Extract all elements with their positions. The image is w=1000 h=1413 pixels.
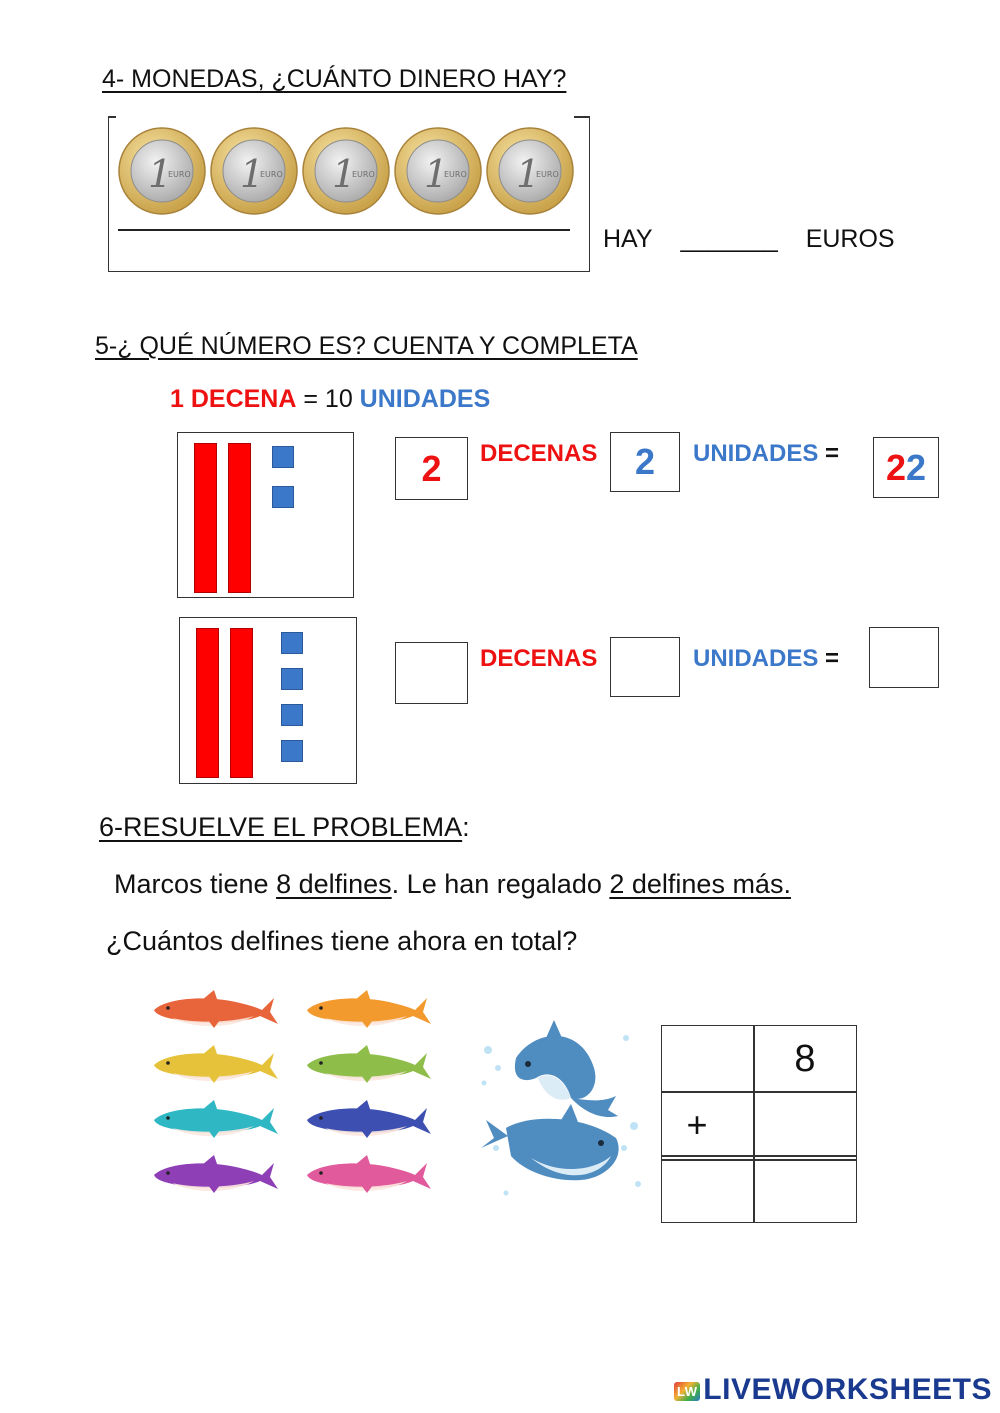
svg-text:EURO: EURO [352,170,375,179]
tens-rod [194,443,217,593]
unit-cube [281,668,303,690]
euros-blank[interactable]: _______ [680,225,778,253]
small-dolphin [301,1098,433,1142]
example-decenas-label: DECENAS [480,440,598,467]
svg-text:EURO: EURO [260,170,283,179]
problem-eight-dolphins: 8 delfines [276,869,392,899]
equals-sign: = [825,645,840,672]
unit-cube [272,446,294,468]
exercise-unidades-label [693,645,839,673]
unit-cube [281,704,303,726]
logo-text: LIVEWORKSHEETS [703,1373,992,1406]
grid-addend-input[interactable] [755,1093,855,1153]
rule-unidades: UNIDADES [359,385,491,413]
svg-text:EURO: EURO [536,170,559,179]
frame-corner [574,116,590,118]
unit-cube [281,632,303,654]
small-dolphin [301,1153,433,1197]
svg-text:1: 1 [148,152,173,196]
grid-top-right-number: 8 [794,1037,816,1080]
section4-title: 4- MONEDAS, ¿CUÁNTO DINERO HAY? [102,65,567,93]
equals-sign: = [825,440,840,467]
tens-rod [228,443,251,593]
euro-coin [118,127,206,215]
section6-title [99,812,470,843]
frame-corner [108,116,116,118]
svg-text:1: 1 [516,152,541,196]
euro-coin [394,127,482,215]
exercise-decenas-label: DECENAS [480,645,598,672]
unit-cube [272,486,294,508]
problem-two-more: 2 delfines más. [609,869,791,899]
svg-text:EURO: EURO [444,170,467,179]
euro-coin [210,127,298,215]
liveworksheets-logo [674,1373,992,1407]
decena-rule [170,385,490,414]
example-total-box [873,437,939,498]
total-tens-digit: 2 [885,446,906,488]
rule-equals: = 10 [296,385,360,413]
unidades-text: UNIDADES [693,645,819,672]
grid-plus-sign: + [686,1104,708,1145]
section6-title-colon: : [462,812,470,842]
problem-question: ¿Cuántos delfines tiene ahora en total? [106,926,578,956]
exercise-total-input[interactable] [869,627,939,688]
section6-title-text: 6-RESUELVE EL PROBLEMA [99,812,463,842]
problem-statement [114,869,791,900]
small-dolphin [148,1153,280,1197]
example-tens-box: 2 [395,437,468,500]
svg-text:1: 1 [424,152,449,196]
svg-text:1: 1 [240,152,265,196]
unit-cube [281,740,303,762]
hay-label: HAY [603,225,653,253]
grid-result-tens-input[interactable] [663,1162,752,1220]
total-units-digit: 2 [906,446,927,488]
example-units-box: 2 [610,432,680,492]
svg-text:EURO: EURO [168,170,191,179]
coin-answer-line[interactable] [118,229,570,231]
exercise-units-input[interactable] [610,637,680,697]
dolphin-top [515,1020,618,1117]
small-dolphin [148,1098,280,1142]
small-dolphin [148,1043,280,1087]
rule-decena: 1 DECENA [170,385,297,413]
two-dolphins-image [476,1008,646,1200]
grid-result-units-input[interactable] [755,1162,855,1220]
unidades-text: UNIDADES [693,440,819,467]
small-dolphin [148,988,280,1032]
tens-rod [196,628,219,778]
problem-text-1: Marcos tiene [114,869,277,899]
euro-coin [486,127,574,215]
euro-coin [302,127,390,215]
tens-rod [230,628,253,778]
section5-title: 5-¿ QUÉ NÚMERO ES? CUENTA Y COMPLETA [95,332,638,360]
svg-text:1: 1 [332,152,357,196]
logo-badge: LW [674,1382,700,1401]
example-unidades-label [693,440,839,468]
problem-text-2: . Le han regalado [391,869,610,899]
addition-grid [661,1025,857,1223]
small-dolphin [301,1043,433,1087]
euros-label: EUROS [805,225,895,253]
small-dolphin [301,988,433,1032]
exercise-tens-input[interactable] [395,642,468,704]
coin-answer [603,225,895,254]
